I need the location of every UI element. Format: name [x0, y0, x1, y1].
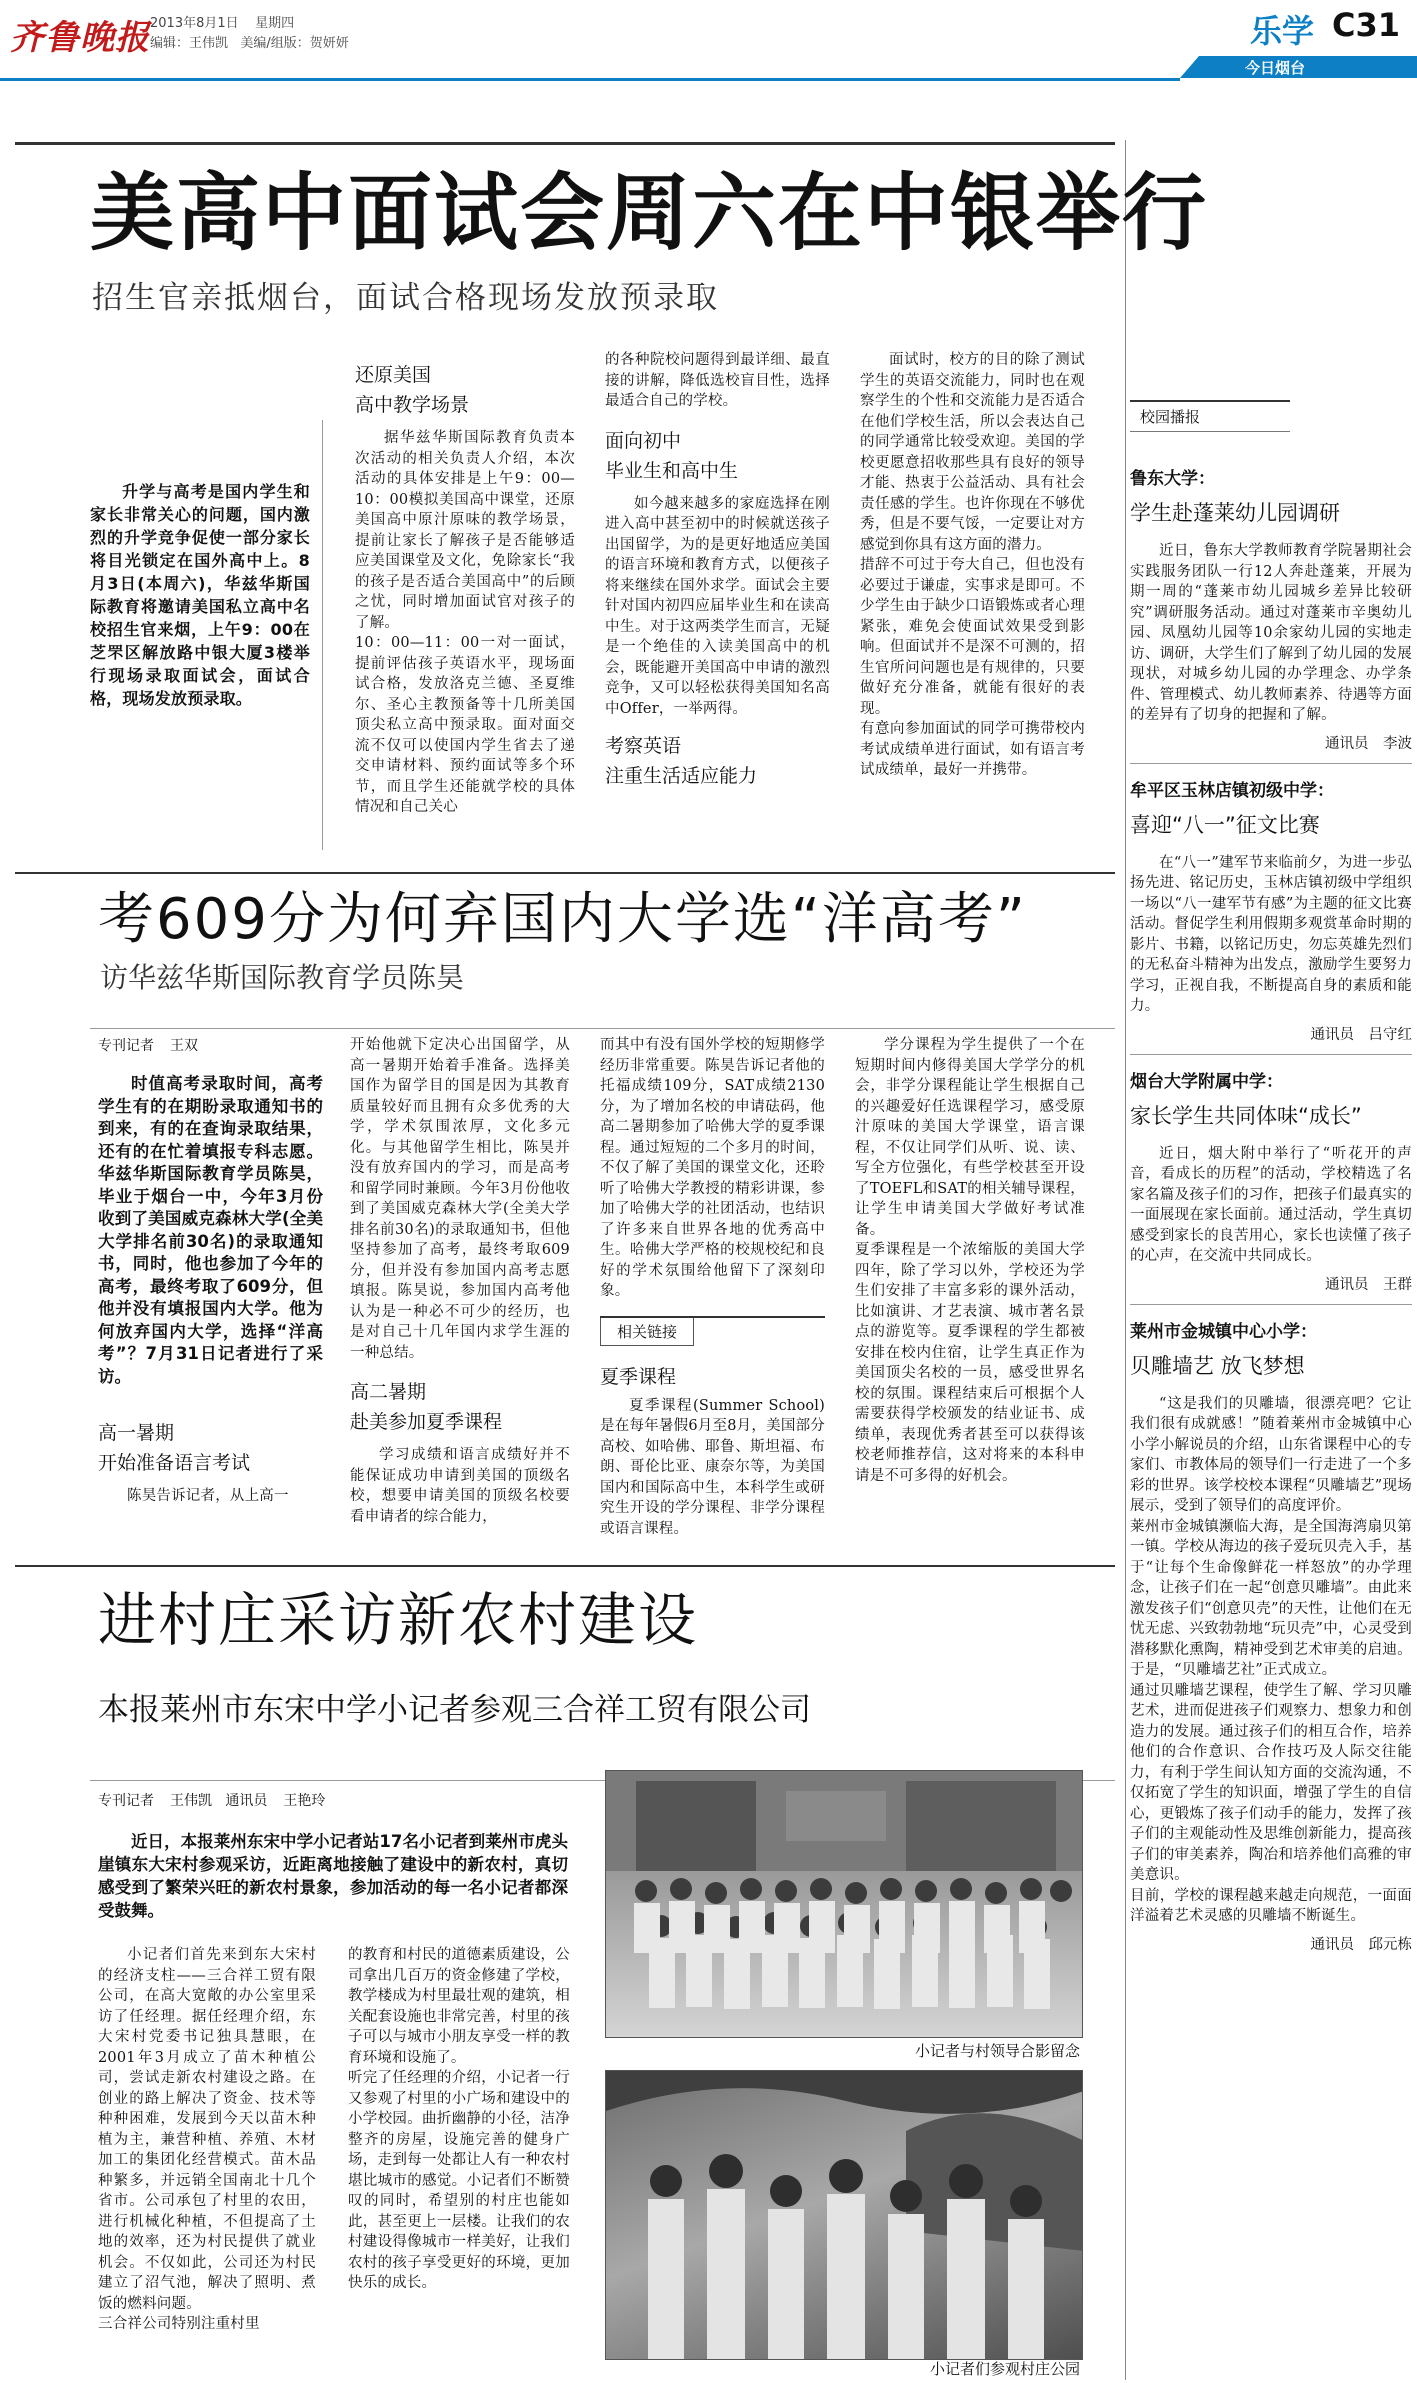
- brief-2: [1130, 776, 1412, 1044]
- story1-headline: 美高中面试会周六在中银举行: [90, 164, 1209, 262]
- story2-byline: [98, 1035, 323, 1055]
- story1-c4-body: 面试时，校方的目的除了测试学生的英语交流能力，同时也在观察学生的个性和交流能力是否适合在他们学校生活，所以会表达自己的同学通常比较受欢迎。美国的学校更愿意招收那些具有良好的领导才能、热衷于公益活动、具有社会责任感的学生。也许你现在不够优秀，但是不要气馁，一定要让对方感觉到你具有这方面的潜力。 措辞不可过于夸大自己，但也没有必要过于谦虚，实事求是即可。不少学生由于缺少口语锻炼或者心理紧张，难免会使面试效果受到影响。但面试并不是深不可测的，招生官所问问题也是有规律的，只要做好充分准备，就能有很好的表现。 有意向参加面试的同学可携带校内考试成绩单进行面试，如有语言考试成绩单，最好一并携带。: [860, 352, 1085, 778]
- story3-top-rule: [15, 1565, 1115, 1567]
- byline-label-2: 通讯员: [225, 1793, 268, 1809]
- brief-1-org: 鲁东大学：: [1130, 469, 1215, 489]
- masthead: [0, 0, 1417, 80]
- brief-2-body: 在“八一”建军节来临前夕，为进一步弘扬先进、铭记历史，玉林店镇初级中学组织一场以“八一建军节有感”为主题的征文比赛活动。督促学生利用假期多观赏革命时期的影片、书籍，以铭记历史，勿忘英雄先烈们的无私奋斗精神为出发点，激励学生要努力学习，正视自我，不断提高自身的素质和能力。: [1130, 854, 1412, 1014]
- brief-4: [1130, 1317, 1412, 1954]
- story3-headline: 进村庄采访新农村建设: [98, 1586, 699, 1654]
- brief-3: [1130, 1067, 1412, 1294]
- park-photo-caption: 小记者们参观村庄公园: [929, 2360, 1080, 2378]
- brief-divider: [1130, 1054, 1412, 1055]
- story2-col1: [98, 1035, 323, 1507]
- story2-c1-heading2: 开始准备语言考试: [98, 1452, 251, 1474]
- newspaper-logo: 齐鲁晚报: [10, 18, 150, 58]
- story2-col2: [350, 1035, 570, 1527]
- related-link-label: 相关链接: [600, 1318, 694, 1346]
- group-photo-image: [606, 1771, 1083, 2038]
- editor-text: 编辑：王伟凯: [150, 36, 229, 51]
- art-editor-text: 美编/组版：贺妍妍: [240, 36, 349, 51]
- brief-3-org: 烟台大学附属中学：: [1130, 1071, 1283, 1092]
- story2-c2-heading2: 赴美参加夏季课程: [350, 1411, 503, 1433]
- story1-c3-heading4: 注重生活适应能力: [605, 765, 758, 787]
- story1-c3-body: 如今越来越多的家庭选择在刚进入高中甚至初中的时候就送孩子出国留学，为的是更好地适应美国的语言环境和教育方式，以便孩子将来继续在国外求学。面试会主要针对国内初四应届毕业生和在读高中生。对于这两类学生而言，无疑是一个绝佳的入读美国高中的机会，既能避开美国高中申请的激烈竞争，又可以轻松获得美国知名高中Offer，一举两得。: [605, 495, 830, 717]
- story1-c2-heading1: 还原美国: [355, 364, 432, 386]
- brief-4-title: 贝雕墙艺 放飞梦想: [1130, 1353, 1305, 1378]
- story1-lead: 升学与高考是国内学生和家长非常关心的问题，国内激烈的升学竞争促使一部分家长将目光锁定在国外高中上。8月3日(本周六)，华兹华斯国际教育将邀请美国私立高中名校招生官来烟，上午9：00在芝罘区解放路中银大厦3楼举行现场录取面试会，面试合格，现场发放预录取。: [90, 482, 310, 708]
- region-label: 今日烟台: [1245, 59, 1306, 77]
- brief-2-title: 喜迎“八一”征文比赛: [1130, 812, 1320, 837]
- story3-subhead: 本报莱州市东宋中学小记者参观三合祥工贸有限公司: [98, 1692, 811, 1728]
- story1-col3: [605, 350, 830, 791]
- sidebar-divider: [1125, 140, 1126, 2380]
- story2-c1-heading1: 高一暑期: [98, 1422, 175, 1444]
- byline-name: 王双: [170, 1038, 198, 1054]
- brief-divider: [1130, 1304, 1412, 1305]
- story1-c3-top: 的各种院校问题得到最详细、最直接的讲解，降低选校盲目性，选择最适合自己的学校。: [605, 352, 830, 409]
- related-link-box: [600, 1316, 825, 1346]
- brief-1-body: 近日，鲁东大学教师教育学院暑期社会实践服务团队一行12人奔赴蓬莱，开展为期一周的“蓬莱市幼儿园城乡差异比较研究”调研服务活动。通过对蓬莱市辛奥幼儿园、凤凰幼儿园等10余家幼儿园的实地走访、调研，大学生们了解到了幼儿园的发展现状，对城乡幼儿园的办学理念、办学条件、管理模式、幼儿教师素养、待遇等方面的差异有了切身的把握和了解。: [1130, 543, 1412, 723]
- page-number: C31: [1332, 6, 1401, 44]
- story2-top-rule: [15, 872, 1115, 874]
- brief-2-org: 牟平区玉林店镇初级中学：: [1130, 780, 1334, 801]
- brief-3-title: 家长学生共同体味“成长”: [1130, 1103, 1362, 1128]
- brief-4-org: 莱州市金城镇中心小学：: [1130, 1321, 1317, 1342]
- story1-col2: [355, 360, 575, 818]
- brief-4-body: “这是我们的贝雕墙，很漂亮吧？它让我们很有成就感！”随着莱州市金城镇中心小学小解说员的介绍，山东省课程中心的专家们、市教体局的领导们一行走进了一个多彩的世界。该学校校本课程“贝雕墙艺”现场展示，受到了领导们的高度评价。 莱州市金城镇濒临大海，是全国海湾扇贝第一镇。学校从海边的孩子爱玩贝壳入手，基于“让每个生命像鲜花一样怒放”的办学理念，让孩子们在一起“创意贝雕墙”。由此来激发孩子们“创意贝壳”的天性，让他们在无忧无虑、兴致勃勃地“玩贝壳”中，心灵受到潜移默化熏陶，精神受到艺术审美的启迪。于是，“贝雕墙艺社”正式成立。 通过贝雕墙艺课程，使学生了解、学习贝雕艺术，进而促进孩子们观察力、想象力和创造力的发展。通过孩子们的相互合作，培养他们的合作意识、合作技巧及人际交往能力，有利于学生间认知方面的交流沟通，不仅拓宽了学生的知识面，增强了学生的自信心，更锻炼了孩子们动手的能力，发挥了孩子们的主观能动性及思维创新能力，提高孩子们的审美素养，陶冶和培养他们高雅的审美意识。 目前，学校的课程越来越走向规范，一面面洋溢着艺术灵感的贝雕墙不断诞生。: [1130, 1395, 1412, 1924]
- story1-col4: [860, 350, 1085, 781]
- date-text: 2013年8月1日: [150, 16, 239, 31]
- brief-3-byline: 通讯员 王群: [1325, 1276, 1412, 1293]
- group-photo-caption: 小记者与村领导合影留念: [914, 2042, 1080, 2060]
- story3-col1: 小记者们首先来到东大宋村的经济支柱——三合祥工贸有限公司，在高大宽敞的办公室里采访了任经理。据任经理介绍，东大宋村党委书记独具慧眼，在2001年3月成立了苗木种植公司，尝试走新农村建设之路。在创业的路上解决了资金、技术等种种困难，发展到今天以苗木种植为主，兼营种植、养殖、木材加工的集团化经营模式。苗木品种繁多，并远销全国南北十几个省市。公司承包了村里的农田，进行机械化种植，不但提高了土地的效率，还为村民提供了就业机会。不仅如此，公司还为村民建立了沼气池，解决了照明、煮饭的燃料问题。 三合祥公司特别注重村里: [98, 1947, 316, 2332]
- story1-c2-heading2: 高中教学场景: [355, 394, 470, 416]
- story2-c3-body: 而其中有没有国外学校的短期修学经历非常重要。陈昊告诉记者他的托福成绩109分，SAT成绩2130分，为了增加名校的申请砝码，他高二暑期参加了哈佛大学的夏季课程。通过短短的二个多月的时间，不仅了解了美国的课堂文化，还聆听了哈佛大学教授的精彩讲课，参加了哈佛大学的社团活动，也结识了许多来自世界各地的优秀高中生。哈佛大学严格的校规校纪和良好的学术氛围给他留下了深刻印象。: [600, 1037, 825, 1299]
- story2-col4: [855, 1035, 1085, 1486]
- group-photo: [605, 1770, 1083, 2038]
- story2-col3: [600, 1035, 825, 1539]
- story2-headline: 考609分为何弃国内大学选“洋高考”: [98, 887, 1027, 952]
- byline-name: 王伟凯: [170, 1793, 212, 1809]
- park-photo-image: [606, 2071, 1083, 2360]
- sidebar-tag: 校园播报: [1130, 400, 1290, 432]
- story1-subhead: 招生官亲抵烟台，面试合格现场发放预录取: [92, 280, 719, 316]
- story2-c4-body: 学分课程为学生提供了一个在短期时间内修得美国大学学分的机会，非学分课程能让学生根据自己的兴趣爱好任选课程学习，感受原汁原味的美国大学课堂，语言课程，不仅让同学们从听、说、读、写全方位强化，有些学校甚至开设了TOEFL和SAT的相关辅导课程，让学生申请美国大学做好考试准备。 夏季课程是一个浓缩版的美国大学四年，除了学习以外，学校还为学生们安排了丰富多彩的课外活动，比如演讲、才艺表演、城市著名景点的游览等。夏季课程的学生都被安排在校内住宿，让学生真正作为美国顶尖名校的一员，感受世界名校的氛围。课程结束后可根据个人需要获得学校颁发的结业证书、成绩单，表现优秀者甚至可以获得该校老师推荐信，这对将来的本科申请是不可多得的好机会。: [855, 1037, 1085, 1484]
- story2-sub-rule: [90, 1028, 1115, 1029]
- story1-c2-body: 据华兹华斯国际教育负责本次活动的相关负责人介绍，本次活动的具体安排是上午9：00—10：00模拟美国高中课堂，还原美国高中原汁原味的教学场景，提前让家长了解孩子是否能够适应美国课堂及文化，免除家长“我的孩子是否适合美国高中”的后顾之忧，同时增加面试官对孩子的了解。 10：00—11：00一对一面试，提前评估孩子英语水平，现场面试合格，发放洛克兰德、圣夏维尔、圣心主教预备等十几所美国顶尖私立高中预录取。面对面交流不仅可以使国内学生省去了递交申请材料、预约面试等多个环节，而且学生还能就学校的具体情况和自己关心: [355, 430, 575, 815]
- byline-label: 专刊记者: [98, 1793, 154, 1809]
- section-name: 乐学: [1250, 12, 1315, 50]
- story2-c2-body: 开始他就下定决心出国留学，从高一暑期开始着手准备。选择美国作为留学目的国是因为其教育质量较好而且拥有众多优秀的大学，学术氛围浓厚，文化多元化。与其他留学生相比，陈昊并没有放弃国内的学习，而是高考和留学同时兼顾。今年3月份他收到了美国威克森林大学(全美大学排名前30名)的录取通知书，但他坚持参加了高考，最终考取609分，但并没有参加国内高考志愿填报。陈昊说，参加国内高考他认为是一种必不可少的经历，也是对自己十几年国内求学生涯的一种总结。: [350, 1037, 570, 1361]
- story1-c3-heading2: 毕业生和高中生: [605, 459, 739, 482]
- sidebar: [1130, 400, 1412, 1954]
- story2-c2-heading1: 高二暑期: [350, 1381, 427, 1403]
- park-photo: [605, 2070, 1083, 2360]
- weekday-text: 星期四: [255, 16, 295, 31]
- byline-label: 专刊记者: [98, 1038, 154, 1054]
- story1-col-rule: [322, 420, 323, 850]
- story2-subhead: 访华兹华斯国际教育学员陈昊: [100, 961, 465, 994]
- brief-2-byline: 通讯员 吕守红: [1310, 1026, 1412, 1043]
- story1-c3-heading3: 考察英语: [605, 735, 682, 757]
- editor-credit: [150, 32, 349, 51]
- story3-col2: 的教育和村民的道德素质建设，公司拿出几百万的资金修建了学校，教学楼成为村里最壮观的建筑，相关配套设施也非常完善，村里的孩子可以与城市小朋友享受一样的教育环境和设施了。 听完了任经理的介绍，小记者一行又参观了村里的小广场和建设中的小学校园。曲折幽静的小径，洁净整齐的房屋，设施完善的健身广场，走到每一处都让人有一种农村堪比城市的感觉。小记者们不断赞叹的同时，希望别的村庄也能如此，甚至更上一层楼。让我们的农村建设得像城市一样美好，让我们农村的孩子享受更好的环境，更加快乐的成长。: [348, 1947, 570, 2291]
- brief-1: [1130, 464, 1412, 753]
- brief-4-byline: 通讯员 邱元栋: [1310, 1936, 1412, 1953]
- issue-date: [150, 12, 294, 31]
- byline-name-2: 王艳玲: [283, 1793, 326, 1809]
- story2-lead: 时值高考录取时间，高考学生有的在期盼录取通知书的到来，有的在查询录取结果，还有的在忙着填报专科志愿。华兹华斯国际教育学员陈昊，毕业于烟台一中，今年3月份收到了美国威克森林大学(全美大学排名前30名)的录取通知书，同时，他也参加了今年的高考，最终考取了609分，但他并没有填报国内大学。他为何放弃国内大学，选择“洋高考”？7月31日记者进行了采访。: [98, 1074, 323, 1386]
- related-body: 夏季课程(Summer School)是在每年暑假6月至8月，美国部分高校、如哈佛、耶鲁、斯坦福、布朗、哥伦比亚、康奈尔等，为美国国内和国际高中生，本科学生或研究生开设的学分课程、非学分课程或语言课程。: [600, 1397, 825, 1537]
- story3-lead: 近日，本报莱州东宋中学小记者站17名小记者到莱州市虎头崖镇东大宋村参观采访，近距离地接触了建设中的新农村，真切感受到了繁荣兴旺的新农村景象，参加活动的每一名小记者都深受鼓舞。: [98, 1832, 568, 1920]
- brief-divider: [1130, 763, 1412, 764]
- story1-top-rule: [15, 142, 1115, 145]
- masthead-rule: [0, 78, 1180, 81]
- brief-1-byline: 通讯员 李波: [1325, 735, 1412, 752]
- story1-c3-heading1: 面向初中: [605, 429, 682, 452]
- story2-c2-tail: 学习成绩和语言成绩好并不能保证成功申请到美国的顶级名校，想要申请美国的顶级名校要看申请者的综合能力，: [350, 1447, 570, 1525]
- related-title: 夏季课程: [600, 1365, 677, 1388]
- brief-3-body: 近日，烟大附中举行了“听花开的声音，看成长的历程”的活动，学校精选了名家名篇及孩子们的习作，把孩子们最真实的一面展现在家长面前。通过活动，学生真切感受到家长的良苦用心，家长也读懂了孩子的心声，在交流中共同成长。: [1130, 1145, 1412, 1264]
- story2-c1-tail: 陈昊告诉记者，从上高一: [127, 1488, 289, 1504]
- story3-byline: [98, 1790, 325, 1810]
- brief-1-title: 学生赴蓬莱幼儿园调研: [1130, 501, 1340, 525]
